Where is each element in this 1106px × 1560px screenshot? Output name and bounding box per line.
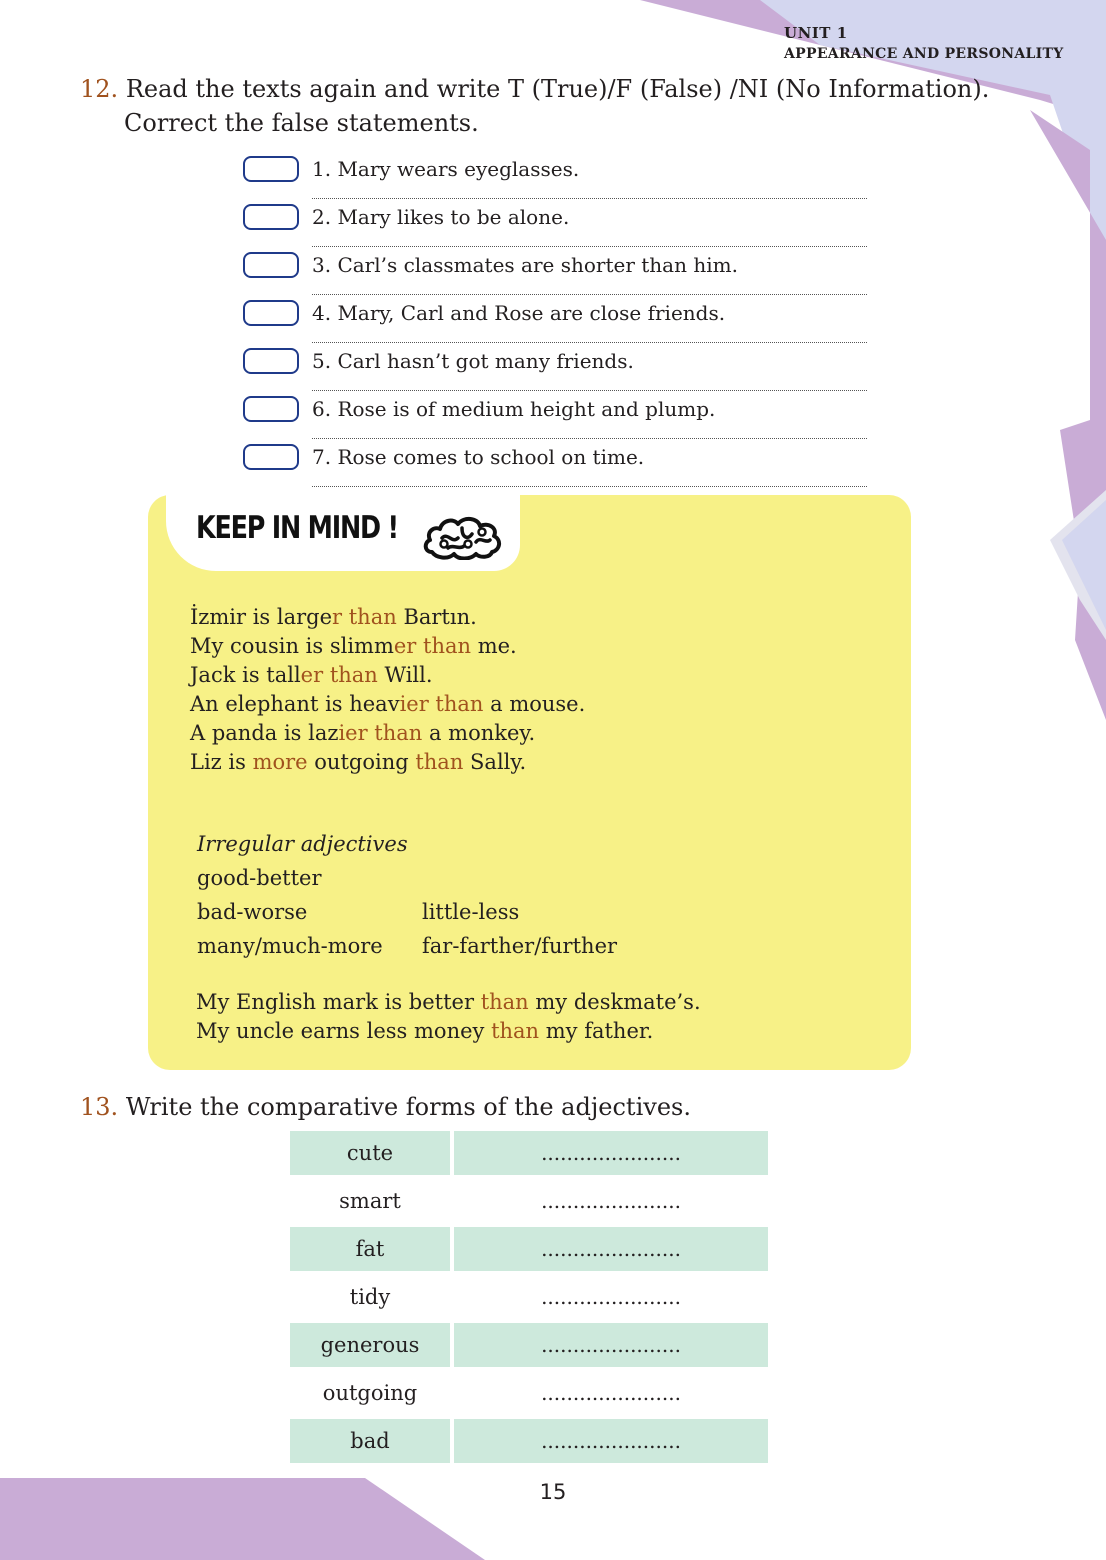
answer-blank[interactable]: ...................... [541, 1381, 681, 1405]
answer-blank[interactable]: ...................... [454, 1323, 768, 1367]
comparative-examples [190, 603, 585, 777]
sentence-text: outgoing [307, 750, 416, 774]
correction-line[interactable] [312, 294, 867, 295]
irregular-many: many/much-more [197, 934, 383, 958]
sentence-text: a monkey. [422, 721, 536, 745]
answer-box[interactable] [243, 156, 299, 182]
example-sentence [190, 632, 585, 661]
table-row [290, 1275, 768, 1319]
example-sentence [190, 719, 585, 748]
example-sentence [190, 690, 585, 719]
answer-blank[interactable]: ...................... [454, 1131, 768, 1175]
highlighted-text: than [491, 1019, 540, 1043]
highlighted-text: er than [300, 663, 378, 687]
exercise-number: 13. [80, 1093, 119, 1121]
irregular-far: far-farther/further [422, 934, 618, 958]
unit-label: UNIT 1 [784, 24, 848, 42]
correction-line[interactable] [312, 246, 867, 247]
sentence-text: My English mark is better [196, 990, 481, 1014]
statement-text: 6. Rose is of medium height and plump. [312, 397, 716, 421]
statement-text: 1. Mary wears eyeglasses. [312, 157, 580, 181]
irregular-bad: bad-worse [197, 900, 308, 924]
sentence-text: A panda is laz [190, 721, 339, 745]
example-sentence [196, 988, 701, 1017]
statement-row [243, 154, 867, 202]
adjective-cell: fat [290, 1227, 450, 1271]
example-sentence [190, 603, 585, 632]
irregular-adjectives-right [422, 895, 617, 963]
answer-box[interactable] [243, 444, 299, 470]
answer-blank[interactable]: ...................... [541, 1189, 681, 1213]
statement-row [243, 394, 867, 442]
answer-blank[interactable]: ...................... [454, 1227, 768, 1271]
example-sentence [190, 748, 585, 777]
unit-header [784, 22, 1064, 64]
table-row [290, 1131, 768, 1175]
irregular-adjectives-left [197, 827, 408, 963]
irregular-little: little-less [422, 900, 520, 924]
sentence-text: me. [471, 634, 517, 658]
answer-blank[interactable]: ...................... [541, 1285, 681, 1309]
sentence-text: Will. [377, 663, 433, 687]
exercise-13-instruction [80, 1090, 691, 1124]
statement-row [243, 346, 867, 394]
unit-subtitle: APPEARANCE AND PERSONALITY [784, 46, 1064, 62]
answer-box[interactable] [243, 204, 299, 230]
correction-line[interactable] [312, 390, 867, 391]
example-sentence [190, 661, 585, 690]
highlighted-text: r than [332, 605, 397, 629]
adjective-cell: cute [290, 1131, 450, 1175]
statement-row [243, 250, 867, 298]
statement-text: 2. Mary likes to be alone. [312, 205, 570, 229]
sentence-text: my father. [539, 1019, 654, 1043]
adjective-cell: outgoing [322, 1381, 418, 1405]
statement-row [243, 298, 867, 346]
sentence-text: Bartın. [396, 605, 477, 629]
sentence-text: Sally. [463, 750, 527, 774]
correction-line[interactable] [312, 438, 867, 439]
keep-in-mind-box [148, 495, 911, 1070]
correction-line[interactable] [312, 486, 867, 487]
statement-text: 3. Carl’s classmates are shorter than him. [312, 253, 738, 277]
highlighted-text: more [252, 750, 308, 774]
answer-box[interactable] [243, 348, 299, 374]
sentence-text: my deskmate’s. [528, 990, 701, 1014]
adjective-cell: generous [290, 1323, 450, 1367]
correction-line[interactable] [312, 198, 867, 199]
adjective-cell: bad [290, 1419, 450, 1463]
highlighted-text: er than [393, 634, 472, 658]
statement-row [243, 202, 867, 250]
sentence-text: My cousin is slimm [190, 634, 394, 658]
instruction-text-line2: Correct the false statements. [124, 109, 479, 137]
highlighted-text: ier than [338, 721, 423, 745]
page-number: 15 [539, 1480, 567, 1504]
statement-text: 5. Carl hasn’t got many friends. [312, 349, 634, 373]
table-row [290, 1179, 768, 1223]
sentence-text: My uncle earns less money [196, 1019, 492, 1043]
statement-text: 4. Mary, Carl and Rose are close friends. [312, 301, 726, 325]
table-row [290, 1419, 768, 1463]
example-sentence [196, 1017, 701, 1046]
adjective-cell: smart [339, 1189, 401, 1213]
statement-text: 7. Rose comes to school on time. [312, 445, 645, 469]
exercise-number: 12. [80, 75, 119, 103]
irregular-good: good-better [197, 866, 322, 890]
answer-box[interactable] [243, 396, 299, 422]
irregular-title: Irregular adjectives [197, 832, 408, 856]
statement-row [243, 442, 867, 490]
table-row [290, 1323, 768, 1367]
sentence-text: İzmir is large [190, 605, 333, 629]
answer-box[interactable] [243, 300, 299, 326]
highlighted-text: than [415, 750, 464, 774]
brain-icon [422, 514, 504, 560]
instruction-text: Write the comparative forms of the adjectives. [125, 1093, 691, 1121]
sentence-text: Jack is tall [190, 663, 301, 687]
highlighted-text: than [480, 990, 529, 1014]
table-row [290, 1227, 768, 1271]
sentence-text: Liz is [190, 750, 253, 774]
answer-blank[interactable]: ...................... [454, 1419, 768, 1463]
adjective-cell: tidy [349, 1285, 391, 1309]
sentence-text: a mouse. [483, 692, 586, 716]
instruction-text: Read the texts again and write T (True)/F (False) /NI (No Information). [125, 75, 990, 103]
answer-box[interactable] [243, 252, 299, 278]
keep-in-mind-title: KEEP IN MIND ! [196, 510, 398, 546]
exercise-12-instruction [80, 72, 989, 140]
correction-line[interactable] [312, 342, 867, 343]
table-row [290, 1371, 768, 1415]
than-examples [196, 988, 701, 1046]
highlighted-text: ier than [399, 692, 484, 716]
sentence-text: An elephant is heav [190, 692, 400, 716]
